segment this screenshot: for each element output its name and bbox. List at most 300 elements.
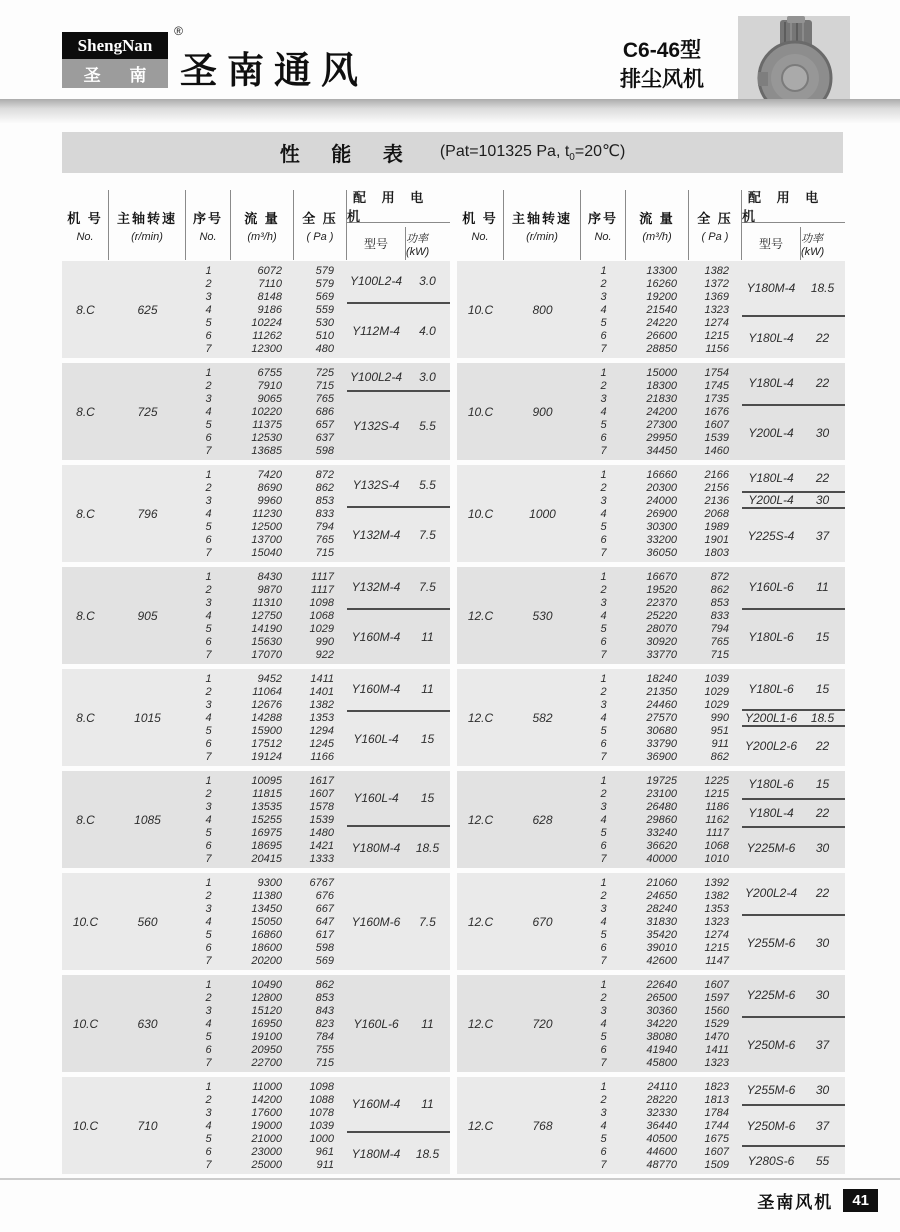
flow-value: 45800 <box>646 1056 677 1069</box>
pressure-value: 617 <box>315 928 334 941</box>
shaft-speed-value: 710 <box>137 1118 158 1133</box>
flow-value: 16670 <box>646 570 677 583</box>
motor-model: Y132S-4 <box>352 419 400 434</box>
pressure-value: 833 <box>710 609 729 622</box>
row-serial-no: 6 <box>600 1145 607 1158</box>
pressure-value: 1162 <box>705 813 729 826</box>
motor-power: 30 <box>815 841 830 856</box>
pressure-value: 765 <box>315 533 334 546</box>
flow-value: 34450 <box>646 444 677 457</box>
row-serial-no: 2 <box>600 277 607 290</box>
pressure-value: 657 <box>315 418 334 431</box>
flow-value: 23000 <box>251 1145 282 1158</box>
flow-value: 7910 <box>257 379 282 392</box>
flow-value: 19520 <box>646 583 677 596</box>
flow-value: 17070 <box>251 648 282 661</box>
pressure-value: 1323 <box>704 915 729 928</box>
group-rows <box>581 465 742 562</box>
motor-power: 18.5 <box>415 840 440 855</box>
flow-value: 6755 <box>257 366 282 379</box>
fan-size-no: 10.C <box>467 506 494 521</box>
row-serial-no: 4 <box>205 609 212 622</box>
fan-size-no: 8.C <box>76 608 95 623</box>
flow-value: 19000 <box>251 1119 282 1132</box>
flow-value: 11230 <box>252 507 282 520</box>
fan-size-no: 12.C <box>467 1118 494 1133</box>
row-serial-no: 4 <box>205 507 212 520</box>
pressure-value: 1117 <box>311 583 334 596</box>
pressure-value: 1382 <box>704 889 729 902</box>
flow-value: 15630 <box>251 635 282 648</box>
pressure-value: 2156 <box>704 481 729 494</box>
motor-cell <box>742 771 845 868</box>
flow-value: 27570 <box>646 711 677 724</box>
flow-value: 39010 <box>646 941 677 954</box>
row-serial-no: 1 <box>205 774 212 787</box>
motor-cell <box>742 465 845 562</box>
pressure-value: 1823 <box>704 1080 729 1093</box>
registered-mark: ® <box>174 24 183 38</box>
flow-value: 9960 <box>257 494 282 507</box>
row-serial-no: 2 <box>600 889 607 902</box>
pressure-value: 1215 <box>704 941 729 954</box>
flow-value: 21060 <box>646 876 677 889</box>
motor-cell <box>742 363 845 460</box>
pressure-value: 784 <box>315 1030 334 1043</box>
pressure-value: 1117 <box>706 826 729 839</box>
pressure-value: 922 <box>315 648 334 661</box>
motor-power: 37 <box>815 528 830 543</box>
row-serial-no: 2 <box>600 685 607 698</box>
motor-segment <box>347 825 450 868</box>
row-serial-no: 7 <box>600 648 607 661</box>
motor-power: 7.5 <box>419 527 436 542</box>
flow-value: 26900 <box>646 507 677 520</box>
row-serial-no: 7 <box>600 1056 607 1069</box>
motor-power: 11 <box>421 1097 434 1112</box>
pressure-value: 1421 <box>309 839 334 852</box>
flow-value: 22370 <box>646 596 677 609</box>
motor-power: 22 <box>815 376 830 391</box>
row-serial-no: 1 <box>205 978 212 991</box>
row-serial-no: 2 <box>600 481 607 494</box>
flow-value: 8430 <box>257 570 282 583</box>
row-serial-no: 3 <box>600 1004 607 1017</box>
row-serial-no: 7 <box>205 648 212 661</box>
pressure-value: 1372 <box>704 277 729 290</box>
fan-size-no: 8.C <box>76 710 95 725</box>
flow-value: 13300 <box>646 264 677 277</box>
group-rows <box>186 567 347 664</box>
motor-power-header: 功率(kW) <box>800 227 845 260</box>
col-header-motor <box>742 190 845 260</box>
motor-cell <box>742 975 845 1072</box>
row-serial-no: 2 <box>600 991 607 1004</box>
row-serial-no: 7 <box>205 750 212 763</box>
pressure-value: 961 <box>315 1145 334 1158</box>
shaft-speed-value: 1000 <box>529 506 556 521</box>
motor-segment <box>742 771 845 798</box>
motor-model: Y112M-4 <box>352 323 400 338</box>
table-group <box>62 873 450 970</box>
shaft-speed-value: 900 <box>532 404 553 419</box>
motor-segment <box>742 261 845 315</box>
flow-value: 26600 <box>646 329 677 342</box>
flow-value: 15255 <box>251 813 282 826</box>
row-serial-no: 4 <box>600 507 607 520</box>
pressure-value: 872 <box>315 468 334 481</box>
pressure-value: 1539 <box>309 813 334 826</box>
table-group <box>457 771 845 868</box>
row-serial-no: 4 <box>205 1119 212 1132</box>
motor-model: Y180L-4 <box>748 330 794 345</box>
flow-value: 11310 <box>252 596 282 609</box>
row-serial-no: 4 <box>600 609 607 622</box>
pressure-value: 1225 <box>704 774 729 787</box>
fan-size-no: 12.C <box>467 812 494 827</box>
pressure-value: 1813 <box>704 1093 729 1106</box>
flow-value: 12530 <box>251 431 282 444</box>
footer-divider <box>0 1178 900 1180</box>
row-serial-no: 4 <box>205 1017 212 1030</box>
flow-value: 48770 <box>646 1158 677 1171</box>
pressure-value: 1186 <box>705 800 729 813</box>
group-rows <box>186 771 347 868</box>
motor-group-header: 配 用 电 机 <box>347 190 450 223</box>
pressure-value: 2166 <box>704 468 729 481</box>
group-rows <box>186 873 347 970</box>
motor-segment <box>347 1131 450 1174</box>
motor-segment <box>742 826 845 868</box>
row-serial-no: 1 <box>600 978 607 991</box>
motor-cell <box>742 261 845 358</box>
flow-value: 30360 <box>646 1004 677 1017</box>
col-header-pressure: 全 压 ( Pa ) <box>689 190 742 260</box>
flow-value: 23100 <box>646 787 677 800</box>
row-serial-no: 5 <box>600 1132 607 1145</box>
model-designation <box>620 36 704 95</box>
motor-segment <box>347 771 450 825</box>
col-header-motor <box>347 190 450 260</box>
pressure-value: 667 <box>315 902 334 915</box>
flow-value: 11064 <box>252 685 282 698</box>
performance-title-bar <box>62 132 843 173</box>
motor-model: Y180L-4 <box>748 376 794 391</box>
shaft-speed-value: 670 <box>532 914 553 929</box>
motor-model: Y180L-6 <box>748 629 794 644</box>
motor-model: Y180L-4 <box>748 471 794 486</box>
motor-cell <box>347 669 450 766</box>
row-serial-no: 3 <box>205 800 212 813</box>
flow-value: 7110 <box>258 277 282 290</box>
pressure-value: 1607 <box>704 1145 729 1158</box>
flow-value: 36440 <box>646 1119 677 1132</box>
motor-model: Y160M-4 <box>351 629 401 644</box>
row-serial-no: 6 <box>205 533 212 546</box>
motor-model: Y225S-4 <box>747 528 795 543</box>
row-serial-no: 7 <box>205 444 212 457</box>
pressure-value: 1411 <box>310 672 334 685</box>
pressure-value: 1754 <box>704 366 729 379</box>
fan-size-no: 10.C <box>467 302 494 317</box>
motor-model: Y200L-4 <box>748 493 794 508</box>
pressure-value: 794 <box>315 520 334 533</box>
pressure-value: 715 <box>710 648 729 661</box>
flow-value: 19100 <box>251 1030 282 1043</box>
row-serial-no: 1 <box>600 774 607 787</box>
row-serial-no: 5 <box>600 1030 607 1043</box>
pressure-value: 715 <box>315 1056 334 1069</box>
pressure-value: 1539 <box>704 431 729 444</box>
motor-model: Y160M-4 <box>351 682 401 697</box>
motor-power: 18.5 <box>415 1146 440 1161</box>
logo-chinese-text: 圣 南 <box>62 59 168 88</box>
performance-table-right <box>457 190 845 1179</box>
flow-value: 19200 <box>646 290 677 303</box>
flow-value: 18600 <box>251 941 282 954</box>
flow-value: 15900 <box>251 724 282 737</box>
pressure-value: 1803 <box>704 546 729 559</box>
motor-segment <box>742 491 845 507</box>
flow-value: 13450 <box>251 902 282 915</box>
motor-power: 5.5 <box>419 419 436 434</box>
pressure-value: 2068 <box>704 507 729 520</box>
row-serial-no: 6 <box>600 635 607 648</box>
row-serial-no: 5 <box>600 622 607 635</box>
shaft-speed-value: 630 <box>137 1016 158 1031</box>
motor-model-header: 型号 <box>363 237 388 251</box>
shaft-speed-value: 800 <box>532 302 553 317</box>
row-serial-no: 7 <box>205 852 212 865</box>
motor-model: Y180M-4 <box>351 840 401 855</box>
row-serial-no: 4 <box>600 303 607 316</box>
motor-model: Y250M-6 <box>746 1037 796 1052</box>
row-serial-no: 5 <box>600 928 607 941</box>
row-serial-no: 5 <box>205 418 212 431</box>
motor-cell <box>347 465 450 562</box>
row-serial-no: 6 <box>600 1043 607 1056</box>
flow-value: 11262 <box>252 329 282 342</box>
pressure-value: 990 <box>710 711 729 724</box>
table-right-header-slot <box>457 190 845 256</box>
row-serial-no: 3 <box>600 800 607 813</box>
motor-segment <box>347 710 450 766</box>
motor-cell <box>347 1077 450 1174</box>
motor-cell <box>347 567 450 664</box>
pressure-value: 676 <box>315 889 334 902</box>
motor-model: Y160M-6 <box>351 914 401 929</box>
pressure-value: 1000 <box>309 1132 334 1145</box>
flow-value: 20200 <box>251 954 282 967</box>
pressure-value: 715 <box>315 379 334 392</box>
pressure-value: 1215 <box>704 329 729 342</box>
shengnan-logo <box>62 24 183 88</box>
flow-value: 44600 <box>646 1145 677 1158</box>
motor-model: Y200L2-4 <box>744 886 798 901</box>
row-serial-no: 5 <box>205 1132 212 1145</box>
motor-power: 3.0 <box>419 274 436 289</box>
motor-segment <box>742 1145 845 1174</box>
pressure-value: 1509 <box>704 1158 729 1171</box>
motor-model: Y280S-6 <box>747 1153 795 1168</box>
pressure-value: 1098 <box>309 596 334 609</box>
col-header-fan-size: 机 号 No. <box>457 190 504 260</box>
flow-value: 8148 <box>257 290 282 303</box>
motor-segment <box>742 798 845 827</box>
pressure-value: 1156 <box>705 342 729 355</box>
group-rows <box>581 261 742 358</box>
pressure-value: 911 <box>711 737 729 750</box>
motor-segment <box>347 302 450 358</box>
flow-value: 36050 <box>646 546 677 559</box>
group-rows <box>186 669 347 766</box>
motor-cell <box>347 975 450 1072</box>
pressure-value: 1078 <box>309 1106 334 1119</box>
flow-value: 9300 <box>257 876 282 889</box>
row-serial-no: 4 <box>600 1017 607 1030</box>
flow-value: 40000 <box>646 852 677 865</box>
shaft-speed-value: 628 <box>532 812 553 827</box>
row-serial-no: 5 <box>205 520 212 533</box>
table-group <box>457 669 845 766</box>
row-serial-no: 1 <box>600 468 607 481</box>
flow-value: 17512 <box>251 737 282 750</box>
motor-model: Y225M-6 <box>746 841 796 856</box>
pressure-value: 1098 <box>309 1080 334 1093</box>
row-serial-no: 1 <box>600 1080 607 1093</box>
pressure-value: 1029 <box>704 685 729 698</box>
flow-value: 11815 <box>252 787 282 800</box>
pressure-value: 1039 <box>309 1119 334 1132</box>
row-serial-no: 5 <box>205 826 212 839</box>
pressure-value: 1607 <box>704 418 729 431</box>
pressure-value: 1597 <box>704 991 729 1004</box>
pressure-value: 569 <box>315 290 334 303</box>
flow-value: 30920 <box>646 635 677 648</box>
row-serial-no: 7 <box>600 750 607 763</box>
flow-value: 18300 <box>646 379 677 392</box>
row-serial-no: 1 <box>600 264 607 277</box>
row-serial-no: 1 <box>600 570 607 583</box>
table-group <box>62 771 450 868</box>
motor-power: 30 <box>815 1083 830 1098</box>
pressure-value: 2136 <box>704 494 729 507</box>
row-serial-no: 3 <box>205 290 212 303</box>
flow-value: 15050 <box>251 915 282 928</box>
motor-power: 7.5 <box>419 580 436 595</box>
group-rows <box>581 669 742 766</box>
pressure-value: 862 <box>315 481 334 494</box>
row-serial-no: 7 <box>600 954 607 967</box>
pressure-value: 480 <box>315 342 334 355</box>
flow-value: 16950 <box>251 1017 282 1030</box>
motor-model: Y180M-4 <box>351 1146 401 1161</box>
flow-value: 31830 <box>646 915 677 928</box>
group-rows <box>186 465 347 562</box>
row-serial-no: 1 <box>600 876 607 889</box>
motor-segment <box>742 315 845 358</box>
flow-value: 9186 <box>257 303 282 316</box>
pressure-value: 530 <box>315 316 334 329</box>
motor-cell <box>742 873 845 970</box>
flow-value: 14190 <box>251 622 282 635</box>
flow-value: 7420 <box>257 468 282 481</box>
pressure-value: 1901 <box>704 533 729 546</box>
col-header-fan-size: 机 号 No. <box>62 190 109 260</box>
row-serial-no: 3 <box>600 1106 607 1119</box>
fan-size-no: 10.C <box>72 1118 99 1133</box>
shaft-speed-value: 720 <box>532 1016 553 1031</box>
motor-cell <box>347 873 450 970</box>
flow-value: 33770 <box>646 648 677 661</box>
flow-value: 26500 <box>646 991 677 1004</box>
motor-power: 37 <box>815 1118 830 1133</box>
pressure-value: 579 <box>315 277 334 290</box>
table-group <box>62 1077 450 1174</box>
row-serial-no: 1 <box>205 672 212 685</box>
row-serial-no: 3 <box>205 1004 212 1017</box>
row-serial-no: 6 <box>205 431 212 444</box>
table-group <box>457 363 845 460</box>
pressure-value: 794 <box>710 622 729 635</box>
shaft-speed-value: 560 <box>137 914 158 929</box>
pressure-value: 1294 <box>309 724 334 737</box>
table-group <box>62 669 450 766</box>
flow-value: 24220 <box>646 316 677 329</box>
flow-value: 42600 <box>646 954 677 967</box>
header-shadow-band <box>0 99 900 123</box>
flow-value: 34220 <box>646 1017 677 1030</box>
pressure-value: 1166 <box>310 750 334 763</box>
row-serial-no: 6 <box>205 839 212 852</box>
row-serial-no: 4 <box>205 405 212 418</box>
flow-value: 26480 <box>646 800 677 813</box>
pressure-value: 1323 <box>704 1056 729 1069</box>
group-rows <box>581 873 742 970</box>
row-serial-no: 5 <box>600 316 607 329</box>
pressure-value: 6767 <box>309 876 334 889</box>
pressure-value: 853 <box>315 991 334 1004</box>
row-serial-no: 2 <box>600 787 607 800</box>
pressure-value: 1401 <box>309 685 334 698</box>
pressure-value: 1607 <box>309 787 334 800</box>
row-serial-no: 3 <box>600 596 607 609</box>
row-serial-no: 6 <box>205 1043 212 1056</box>
pressure-value: 862 <box>315 978 334 991</box>
flow-value: 20300 <box>646 481 677 494</box>
row-serial-no: 3 <box>205 698 212 711</box>
shaft-speed-value: 625 <box>137 302 158 317</box>
motor-segment <box>742 914 845 970</box>
row-serial-no: 3 <box>205 494 212 507</box>
flow-value: 21350 <box>646 685 677 698</box>
flow-value: 12750 <box>251 609 282 622</box>
row-serial-no: 7 <box>205 1158 212 1171</box>
pressure-value: 1411 <box>705 1043 729 1056</box>
motor-segment <box>742 669 845 709</box>
pressure-value: 843 <box>315 1004 334 1017</box>
motor-cell <box>742 1077 845 1174</box>
table-group <box>457 465 845 562</box>
table-left-header-slot <box>62 190 450 256</box>
col-header-pressure: 全 压 ( Pa ) <box>294 190 347 260</box>
pressure-value: 853 <box>710 596 729 609</box>
pressure-value: 823 <box>315 1017 334 1030</box>
pressure-value: 1274 <box>704 928 729 941</box>
page-number-badge: 41 <box>843 1189 878 1212</box>
pressure-value: 1989 <box>704 520 729 533</box>
col-header-shaft-speed: 主轴转速 (r/min) <box>504 190 581 260</box>
